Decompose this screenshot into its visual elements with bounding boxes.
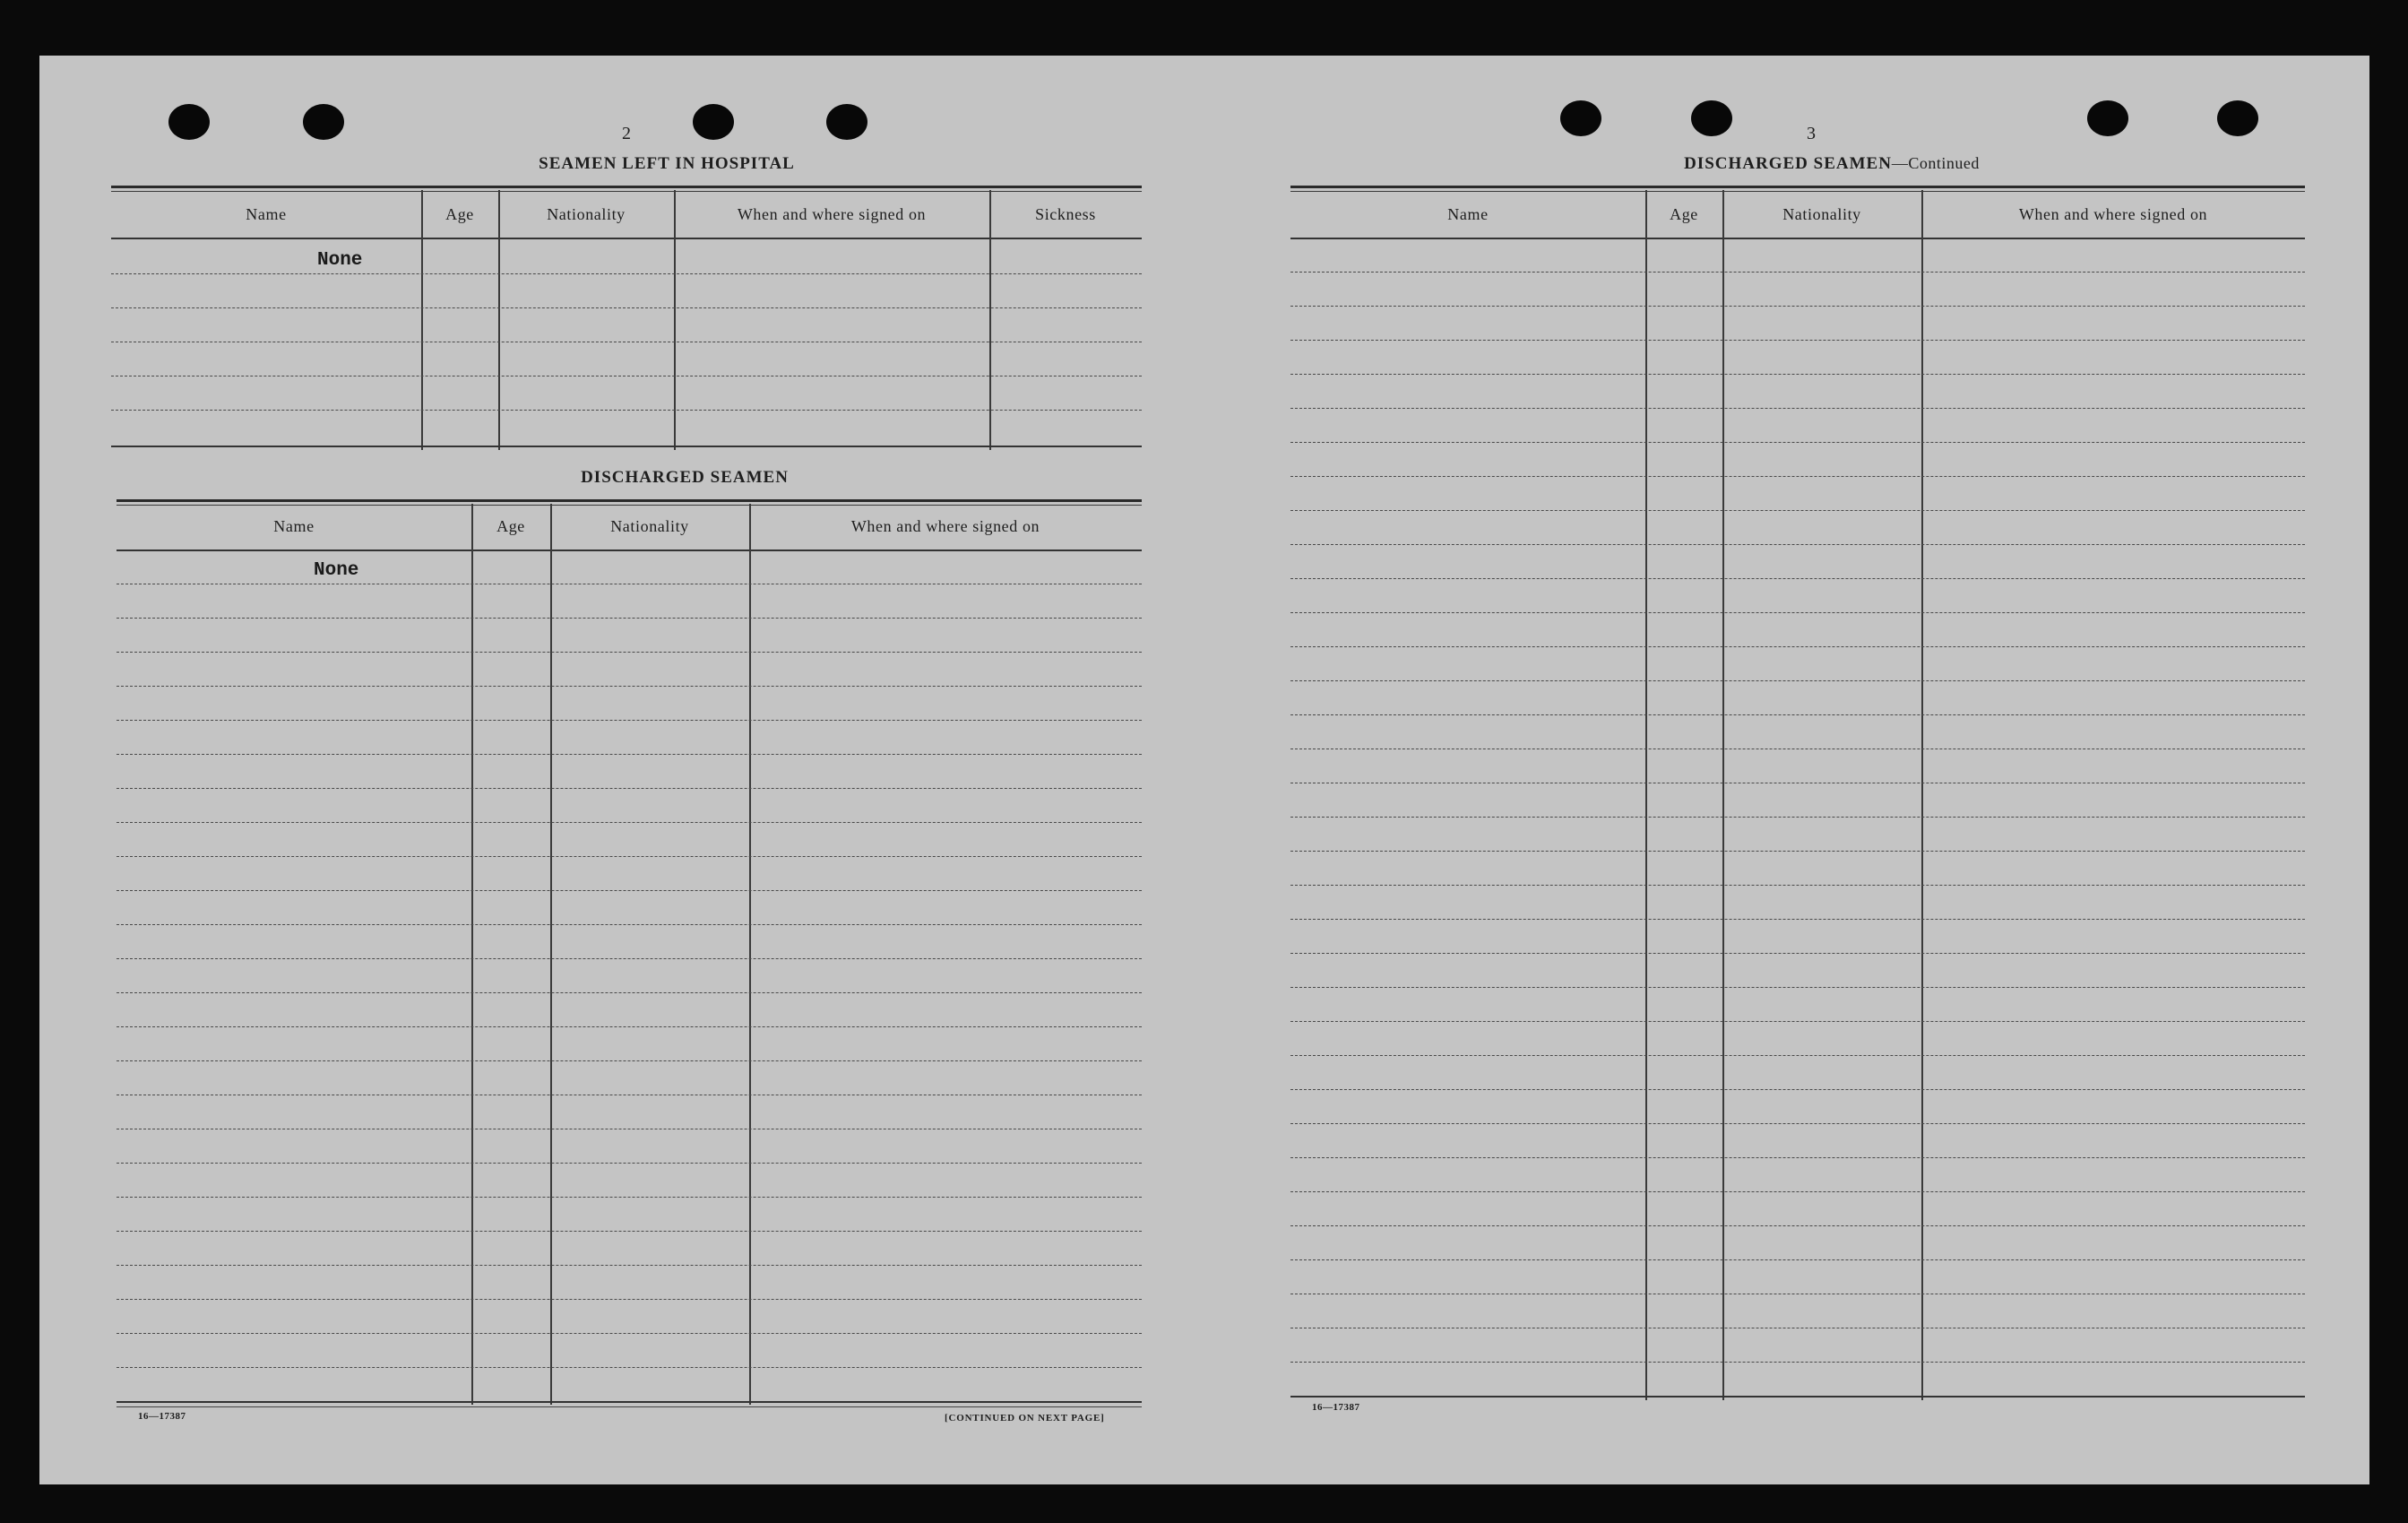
- discharged-table: [117, 499, 1142, 1414]
- col-header-name: Name: [273, 517, 315, 535]
- col-header-nationality: Nationality: [1782, 205, 1861, 223]
- col-header-age: Age: [1670, 205, 1698, 223]
- form-number: 16—17387: [138, 1411, 186, 1422]
- col-header-signed-on: When and where signed on: [2018, 205, 2208, 223]
- col-header-signed-on: When and where signed on: [850, 517, 1040, 535]
- form-number: 16—17387: [1312, 1402, 1360, 1413]
- right-section-title-cont: —Continued: [1891, 154, 1980, 172]
- punch-hole: [168, 104, 210, 140]
- hospital-table: [111, 186, 1142, 454]
- discharged-entry-none: None: [314, 560, 359, 581]
- col-header-age: Age: [445, 205, 474, 223]
- right-section-title-main: DISCHARGED SEAMEN: [1684, 154, 1892, 173]
- page-number: 3: [1807, 124, 1816, 143]
- col-header-nationality: Nationality: [547, 205, 626, 223]
- page-number: 2: [622, 124, 631, 143]
- right-section-title: [1509, 154, 2154, 174]
- punch-hole: [826, 104, 867, 140]
- col-header-name: Name: [1447, 205, 1489, 223]
- hospital-section-title: SEAMEN LEFT IN HOSPITAL: [539, 154, 795, 173]
- punch-hole: [693, 104, 734, 140]
- continued-note: [CONTINUED ON NEXT PAGE]: [945, 1413, 1105, 1423]
- col-header-signed-on: When and where signed on: [737, 205, 927, 223]
- punch-hole: [303, 104, 344, 140]
- col-header-name: Name: [246, 205, 287, 223]
- hospital-entry-none: None: [317, 250, 363, 271]
- document-sheet: [39, 56, 2369, 1484]
- discharged-continued-table: [1290, 186, 2305, 1405]
- punch-hole: [2087, 100, 2128, 136]
- punch-hole: [1560, 100, 1601, 136]
- discharged-section-title: DISCHARGED SEAMEN: [581, 468, 789, 487]
- col-header-nationality: Nationality: [610, 517, 689, 535]
- punch-hole: [2217, 100, 2258, 136]
- col-header-age: Age: [496, 517, 525, 535]
- col-header-sickness: Sickness: [1035, 205, 1096, 223]
- punch-hole: [1691, 100, 1732, 136]
